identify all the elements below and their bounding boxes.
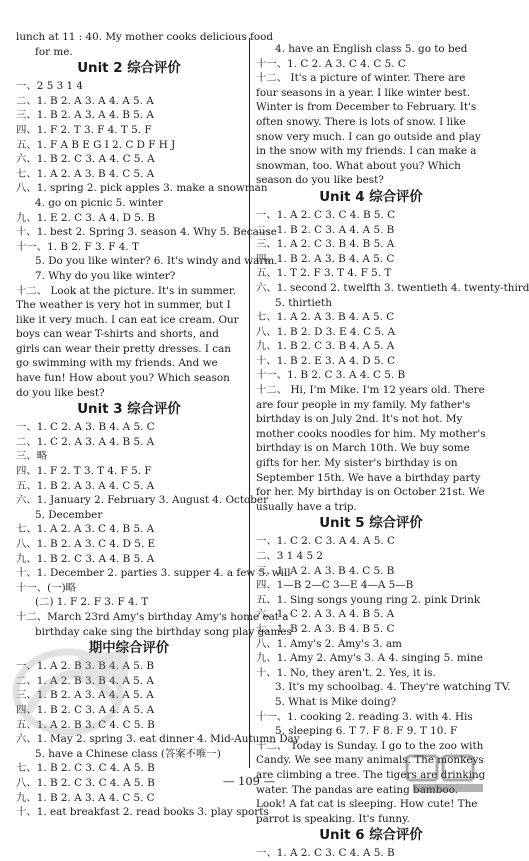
- answer-line: 7. Why do you like winter?: [35, 269, 176, 282]
- unit5-answers: [256, 534, 511, 738]
- answer-line: 八、1. Amy's 2. Amy's 3. am: [256, 637, 402, 650]
- answer-line: 一、1. A 2. C 3. C 4. B 5. C: [256, 208, 396, 221]
- answer-line: 四、1—B 2—C 3—E 4—A 5—B: [256, 579, 414, 592]
- answer-line: 九、1. B 2. C 3. B 4. A 5. A: [256, 340, 395, 353]
- page-number: — 109 —: [222, 774, 276, 788]
- answer-line: 二、1. B 2. A 3. A 4. A 5. A: [16, 94, 154, 107]
- answer-line: 5. have a Chinese class (答案不唯一): [35, 747, 221, 760]
- text-line: for me.: [35, 45, 73, 58]
- answer-line: 十一、1. B 2. F 3. F 4. T: [16, 240, 139, 253]
- text-line: lunch at 11 : 40. My mother cooks delicious food: [16, 31, 274, 43]
- section-title-unit5: Unit 5 综合评价: [319, 516, 423, 532]
- section-title-unit3: Unit 3 综合评价: [77, 402, 181, 418]
- zoo-essay: 十二、 Today is Sunday. I go to the zoo with Candy. We see many animals. The monkeys are climbing a tree. The tigers are drinking water. The pandas are eating bamboo. Look! A fat cat is sleeping. How cute! The parrot is speaking. It's funny.: [256, 739, 486, 825]
- unit6-answers: [256, 846, 486, 861]
- answer-line: 八、1. B 2. A 3. C 4. D 5. E: [16, 538, 156, 550]
- answer-line: 五、1. F A B E G I 2. C D F H J: [16, 138, 176, 151]
- answer-line: 七、1. B 2. A 3. B 4. B 5. C: [256, 622, 395, 635]
- answer-line: 六、1. B 2. C 3. A 4. C 5. A: [16, 153, 155, 166]
- answer-line: 十一、1. B 2. C 3. A 4. C 5. B: [256, 369, 406, 382]
- answer-line: 十、1. best 2. Spring 3. season 4. Why 5. Because: [16, 226, 277, 239]
- answer-line: 5. December: [35, 508, 103, 521]
- answer-line: 四、1. F 2. T 3. T 4. F 5. F: [16, 465, 152, 478]
- section-title-unit4: Unit 4 综合评价: [319, 189, 423, 205]
- answer-line: 5. Do you like winter? 6. It's windy and warm.: [35, 255, 278, 268]
- answer-line: 5. sleeping 6. T 7. F 8. F 9. T 10. F: [275, 725, 458, 738]
- answer-line: 一、2 5 3 1 4: [16, 80, 84, 93]
- answer-line: 一、1. C 2. A 3. B 4. A 5. C: [16, 421, 155, 434]
- answer-line: 十、1. December 2. parties 3. supper 4. a few 5. will: [16, 567, 291, 580]
- answer-line: 七、1. A 2. A 3. B 4. A 5. C: [256, 311, 395, 324]
- unit4-answers: [256, 208, 529, 383]
- answer-line: 三、1. A 2. C 3. B 4. B 5. A: [256, 238, 395, 251]
- answer-line: 七、1. A 2. A 3. B 4. C 5. A: [16, 167, 155, 180]
- answer-line: 4. have an English class 5. go to bed: [275, 43, 468, 55]
- birthday-essay: 十二、 Hi, I'm Mike. I'm 12 years old. There are four people in my family. My father's birthday is on July 2nd. It's not hot. My mother cooks noodles for him. My mother's birthday is on March 10th. We buy some gifts for her. My sister's birthday is on September 15th. We have a birthday party for her. My birthday is on October 21st. We usually have a trip.: [256, 384, 486, 513]
- answer-line: (二) 1. F 2. F 3. F 4. T: [35, 596, 149, 609]
- answer-line: 二、1. C 2. A 3. A 4. B 5. A: [16, 435, 155, 448]
- answer-line: 六、1. January 2. February 3. August 4. October: [16, 494, 269, 507]
- answer-line: 三、略: [16, 450, 48, 463]
- answer-line: 十、1. No, they aren't. 2. Yes, it is.: [256, 666, 436, 679]
- answer-line: 六、1. May 2. spring 3. eat dinner 4. Mid-Autumn Day: [16, 733, 300, 746]
- answer-line: 二、3 1 4 5 2: [256, 550, 324, 562]
- answer-line: 一、1. A 2. C 3. C 4. A 5. B: [256, 847, 395, 860]
- answer-line: 十、1. B 2. E 3. A 4. D 5. C: [256, 354, 396, 367]
- answer-line: 4. go on picnic 5. winter: [35, 196, 164, 209]
- answer-line: 九、1. B 2. A 3. A 4. C 5. C: [16, 791, 155, 804]
- answer-line: 九、1. E 2. C 3. A 4. D 5. B: [16, 211, 156, 224]
- answer-line: 八、1. B 2. D 3. E 4. C 5. A: [256, 325, 396, 338]
- answer-line: 六、1. C 2. A 3. A 4. B 5. A: [256, 608, 395, 621]
- answer-line: 九、1. B 2. C 3. A 4. B 5. A: [16, 552, 155, 565]
- winter-essay: 十二、 It's a picture of winter. There are four seasons in a year. I like winter best. Winter is from December to February. It's often snowy. There is lots of snow. I like snow very much. I can go outside and play in the snow with my friends. I can make a snowman, too. What about you? Which season do you like best?: [256, 72, 481, 187]
- answer-line: 十一、1. C 2. A 3. C 4. C 5. C: [256, 57, 406, 70]
- section-title-unit6: Unit 6 综合评价: [319, 828, 423, 844]
- answer-line: 四、1. F 2. T 3. F 4. T 5. F: [16, 123, 152, 136]
- section-title-unit2: Unit 2 综合评价: [77, 61, 181, 77]
- answer-line: 二、1. A 2. B 3. B 4. A 5. A: [16, 674, 154, 687]
- right-column: [256, 42, 529, 861]
- answer-line: 四、1. B 2. C 3. A 4. A 5. A: [16, 703, 155, 716]
- unit2-answers: [16, 79, 278, 283]
- answer-line: 八、1. B 2. C 3. C 4. A 5. B: [16, 776, 155, 789]
- column-divider: [249, 38, 250, 768]
- answer-line: 七、1. A 2. A 3. C 4. B 5. A: [16, 523, 155, 536]
- answer-line: 十一、1. cooking 2. reading 3. with 4. His: [256, 710, 473, 723]
- answer-line: 十一、(一)略: [16, 581, 77, 594]
- answer-line: 五、1. T 2. F 3. T 4. F 5. T: [256, 267, 392, 280]
- answer-line: 一、1. C 2. C 3. A 4. A 5. C: [256, 535, 395, 548]
- answer-line: 八、1. spring 2. pick apples 3. make a snowman: [16, 182, 268, 195]
- answer-line: 三、1. A 2. A 3. B 4. C 5. B: [256, 564, 395, 577]
- answer-line: 五、1. B 2. A 3. A 4. C 5. A: [16, 479, 155, 492]
- answer-line: 五、1. A 2. B 3. C 4. C 5. B: [16, 718, 155, 731]
- answer-line: 5. What is Mike doing?: [275, 695, 397, 708]
- answer-line: 三、1. B 2. A 3. A 4. A 5. A: [16, 689, 154, 702]
- answer-line: 3. It's my schoolbag. 4. They're watching TV.: [275, 681, 511, 694]
- section-title-midterm: 期中综合评价: [88, 641, 170, 657]
- answer-line: 一、1. A 2. B 3. B 4. A 5. B: [16, 660, 154, 673]
- unit2-essay: 十二、 Look at the picture. It's in summer. The weather is very hot in summer, but I like it very much. I can eat ice cream. Our boys can wear T-shirts and shorts, and girls can wear their pretty dresses. I can go swimming with my friends. And we have fun! How about you? Which season do you like best?: [16, 284, 239, 399]
- answer-line: 九、1. Amy 2. Amy's 3. A 4. singing 5. mine: [256, 652, 483, 665]
- answer-line: 二、1. B 2. C 3. A 4. A 5. B: [256, 223, 395, 236]
- answer-line: birthday cake sing the birthday song play games: [35, 625, 292, 638]
- left-top-lines: [16, 30, 274, 59]
- answer-line: 七、1. B 2. C 3. C 4. A 5. B: [16, 762, 155, 775]
- right-top-lines: [256, 42, 486, 71]
- answer-line: 五、1. Sing songs young ring 2. pink Drink: [256, 593, 481, 606]
- answer-line: 5. thirtieth: [275, 296, 332, 309]
- answer-line: 三、1. B 2. A 3. A 4. B 5. A: [16, 109, 154, 122]
- answer-line: 四、1. B 2. A 3. B 4. A 5. C: [256, 252, 395, 265]
- answer-line: 六、1. second 2. twelfth 3. twentieth 4. twenty-third: [256, 281, 529, 294]
- answer-line: 十二、March 23rd Amy's birthday Amy's home eat a: [16, 610, 289, 623]
- answer-line: 十、1. eat breakfast 2. read books 3. play sports: [16, 806, 269, 819]
